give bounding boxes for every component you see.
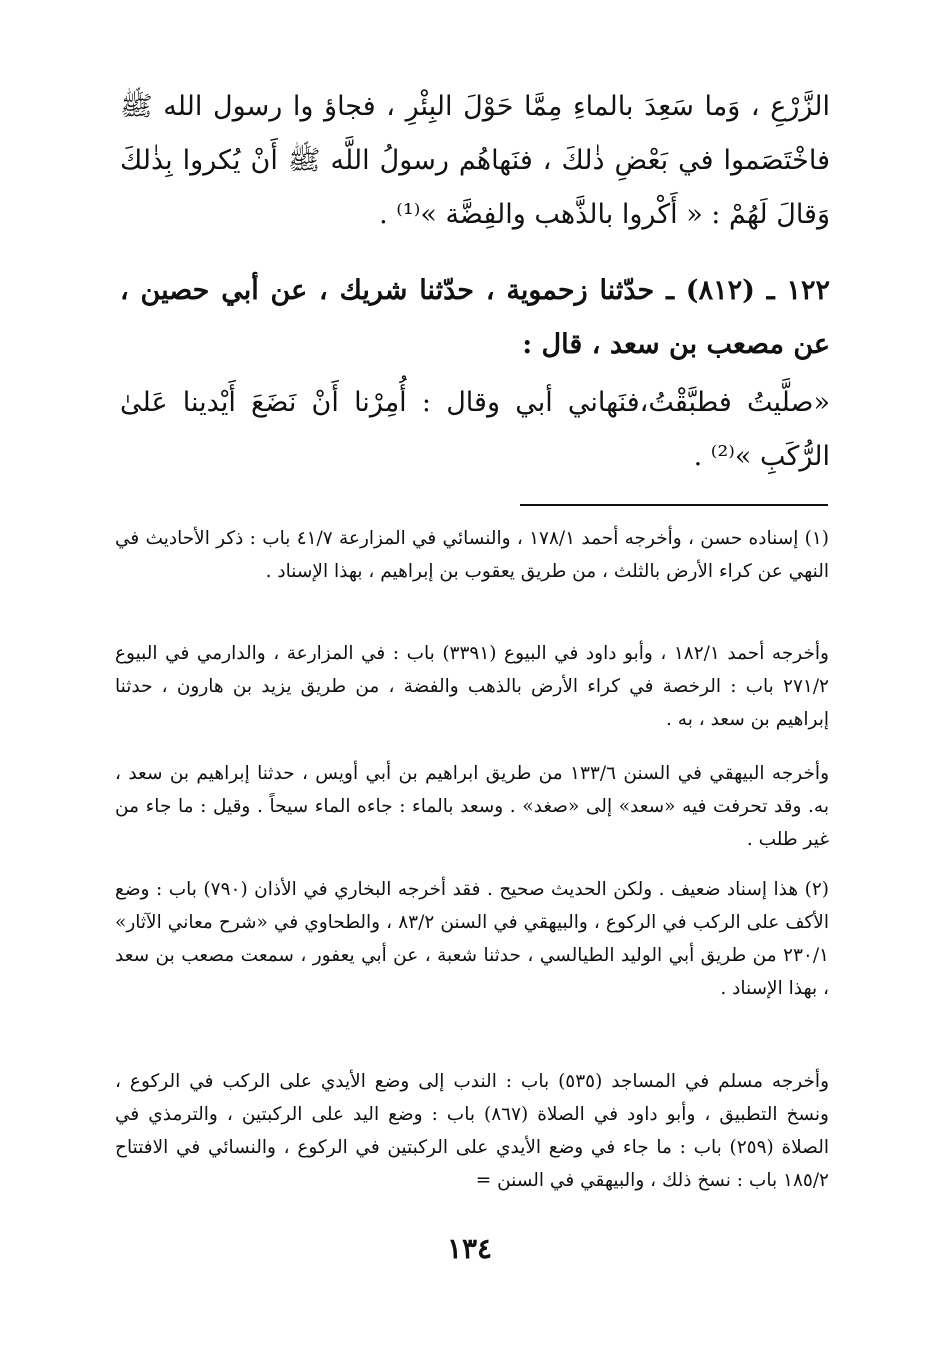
footnote-text: (١) إسناده حسن ، وأخرجه أحمد ١٧٨/١ ، والنسائي في المزارعة ٤١/٧ باب : ذكر الأحاديث في النهي عن كراء الأرض بالثلث ، من طريق يعقوب بن إبراهيم ، بهذا الإسناد .: [115, 528, 830, 582]
footnote-1: [115, 522, 829, 588]
footnote-1-continued: [115, 637, 829, 736]
hadith-isnad: [120, 264, 830, 372]
hadith-text-continuation: [120, 80, 830, 242]
footnote-2: [115, 873, 829, 1005]
footnote-text: وأخرجه أحمد ١٨٢/١ ، وأبو داود في البيوع (٣٣٩١) باب : في المزارعة ، والدارمي في البيوع ٢٧١/٢ باب : الرخصة في كراء الأرض بالذهب والفضة ، من طريق يزيد بن هارون ، حدثنا إبراهيم بن سعد ، به .: [115, 643, 829, 730]
footnote-2-continued: [115, 1065, 829, 1197]
footnote-text: (٢) هذا إسناد ضعيف . ولكن الحديث صحيح . فقد أخرجه البخاري في الأذان (٧٩٠) باب : وضع الأكف على الركب في الركوع ، والبيهقي في السنن ٨٣/٢ ، والطحاوي في «شرح معاني الآثار» ٢٣٠/١ من طريق أبي الوليد الطيالسي ، حدثنا شعبة ، عن أبي يعفور ، سمعت مصعب بن سعد ، بهذا الإسناد .: [115, 879, 830, 999]
footnote-1-continued: [115, 757, 829, 856]
footnote-text: وأخرجه البيهقي في السنن ١٣٣/٦ من طريق ابراهيم بن أبي أويس ، حدثنا إبراهيم بن سعد ، به. وقد تحرفت فيه «سعد» إلى «صغد» . وسعد بالماء : جاءه الماء سيحاً . وقيل : ما جاء من غير طلب .: [115, 763, 829, 850]
page-number: ١٣٤: [446, 1232, 493, 1265]
footnote-separator: [520, 504, 828, 506]
hadith-matn: [120, 376, 830, 484]
main-paragraph: «صلَّيتُ فطبَّقْتُ،فنَهاني أبي وقال : أُمِرْنا أَنْ نَضَعَ أَيْدينا عَلىٰ الرُّكَبِ »⁽²⁾ .: [120, 387, 830, 472]
footnote-text: وأخرجه مسلم في المساجد (٥٣٥) باب : الندب إلى وضع الأيدي على الركب في الركوع ، ونسخ التطبيق ، وأبو داود في الصلاة (٨٦٧) باب : وضع اليد على الركبتين ، والترمذي في الصلاة (٢٥٩) باب : ما جاء في وضع الأيدي على الركبتين في الركوع ، والنسائي في الافتتاح ١٨٥/٢ باب : نسخ ذلك ، والبيهقي في السنن =: [115, 1071, 830, 1191]
main-paragraph: ١٢٢ ـ (٨١٢) ـ حدّثنا زحموية ، حدّثنا شريك ، عن أبي حصين ، عن مصعب بن سعد ، قال :: [120, 275, 830, 360]
main-paragraph: الزَّرْعِ ، وَما سَعِدَ بالماءِ مِمَّا حَوْلَ البِئْرِ ، فجاؤ وا رسول الله ﷺ فاخْتَصَموا في بَعْضِ ذٰلكَ ، فنَهاهُم رسولُ اللَّه ﷺ أَنْ يُكروا بِذٰلكَ وَقالَ لَهُمْ : « أَكْروا بالذَّهب والفِضَّة »⁽¹⁾ .: [120, 91, 830, 230]
